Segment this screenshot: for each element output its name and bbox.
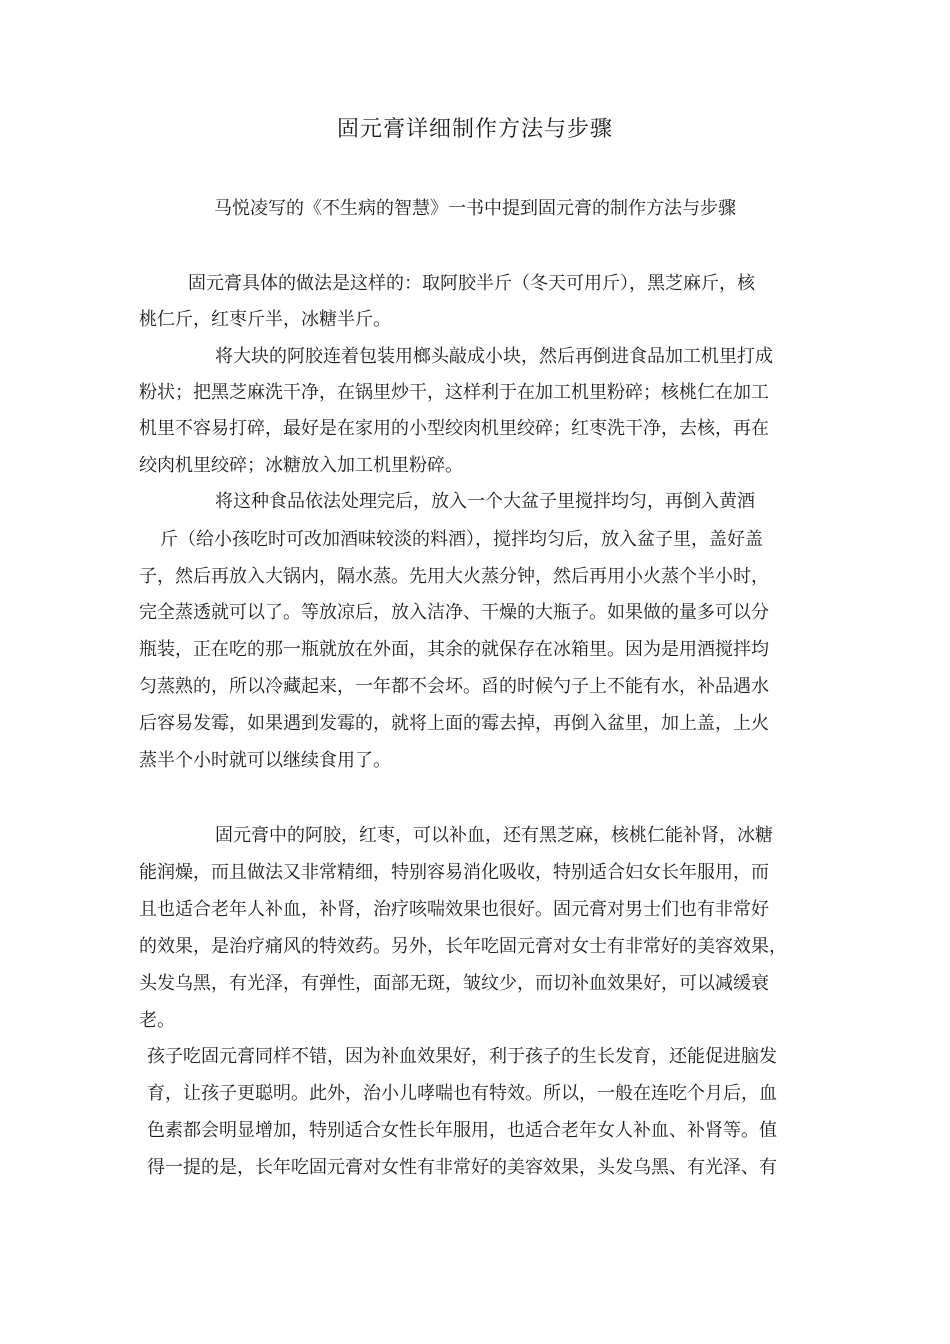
- paragraph-line: 蒸半个小时就可以继续食用了。: [139, 750, 391, 771]
- paragraph-line: 色素都会明显增加，特别适合女性长年服用，也适合老年女人补血、补肾等。值: [147, 1120, 777, 1141]
- paragraph-line: 完全蒸透就可以了。等放凉后，放入洁净、干燥的大瓶子。如果做的量多可以分: [139, 602, 769, 623]
- paragraph-line: 斤（给小孩吃时可改加酒味较淡的料酒），搅拌均匀后，放入盆子里，盖好盖: [160, 529, 763, 550]
- paragraph-line: 将这种食品依法处理完后，放入一个大盆子里搅拌均匀，再倒入黄酒: [215, 491, 755, 512]
- page-title: 固元膏详细制作方法与步骤: [336, 117, 613, 142]
- paragraph-line: 瓶装，正在吃的那一瓶就放在外面，其余的就保存在冰箱里。因为是用酒搅拌均: [139, 639, 769, 660]
- paragraph-line: 机里不容易打碎，最好是在家用的小型绞肉机里绞碎；红枣洗干净，去核，再在: [139, 418, 769, 439]
- paragraph-line: 后容易发霉，如果遇到发霉的，就将上面的霉去掉，再倒入盆里，加上盖，上火: [139, 713, 769, 734]
- paragraph-line: 匀蒸熟的，所以冷藏起来，一年都不会坏。舀的时候勺子上不能有水，补品遇水: [139, 676, 769, 697]
- paragraph-line: 孩子吃固元膏同样不错，因为补血效果好，利于孩子的生长发育，还能促进脑发: [147, 1046, 777, 1067]
- paragraph-line: 子，然后再放入大锅内，隔水蒸。先用大火蒸分钟，然后再用小火蒸个半小时，: [139, 566, 769, 587]
- paragraph-line: 桃仁斤，红枣斤半，冰糖半斤。: [139, 309, 391, 330]
- paragraph-line: 粉状；把黑芝麻洗干净，在锅里炒干，这样利于在加工机里粉碎；核桃仁在加工: [139, 382, 769, 403]
- paragraph-line: 固元膏中的阿胶，红枣，可以补血，还有黑芝麻，核桃仁能补肾，冰糖: [215, 825, 773, 846]
- paragraph-line: 能润燥，而且做法又非常精细，特别容易消化吸收，特别适合妇女长年服用，而: [139, 862, 769, 883]
- paragraph-line: 头发乌黑，有光泽，有弹性，面部无斑，皱纹少，而切补血效果好，可以减缓衰: [139, 973, 769, 994]
- paragraph-line: 绞肉机里绞碎；冰糖放入加工机里粉碎。: [139, 455, 463, 476]
- paragraph-line: 且也适合老年人补血，补肾，治疗咳喘效果也很好。固元膏对男士们也有非常好: [139, 899, 769, 920]
- paragraph-line: 育，让孩子更聪明。此外，治小儿哮喘也有特效。所以，一般在连吃个月后，血: [147, 1083, 777, 1104]
- paragraph-line: 的效果，是治疗痛风的特效药。另外，长年吃固元膏对女士有非常好的美容效果，: [139, 936, 787, 957]
- paragraph-line: 将大块的阿胶连着包装用榔头敲成小块，然后再倒进食品加工机里打成: [215, 346, 773, 367]
- paragraph-line: 老。: [139, 1010, 175, 1031]
- paragraph-line: 得一提的是，长年吃固元膏对女性有非常好的美容效果，头发乌黑、有光泽、有: [147, 1157, 777, 1178]
- page-subtitle: 马悦凌写的《不生病的智慧》一书中提到固元膏的制作方法与步骤: [214, 198, 736, 219]
- paragraph-line: 固元膏具体的做法是这样的：取阿胶半斤（冬天可用斤），黑芝麻斤，核: [188, 273, 755, 294]
